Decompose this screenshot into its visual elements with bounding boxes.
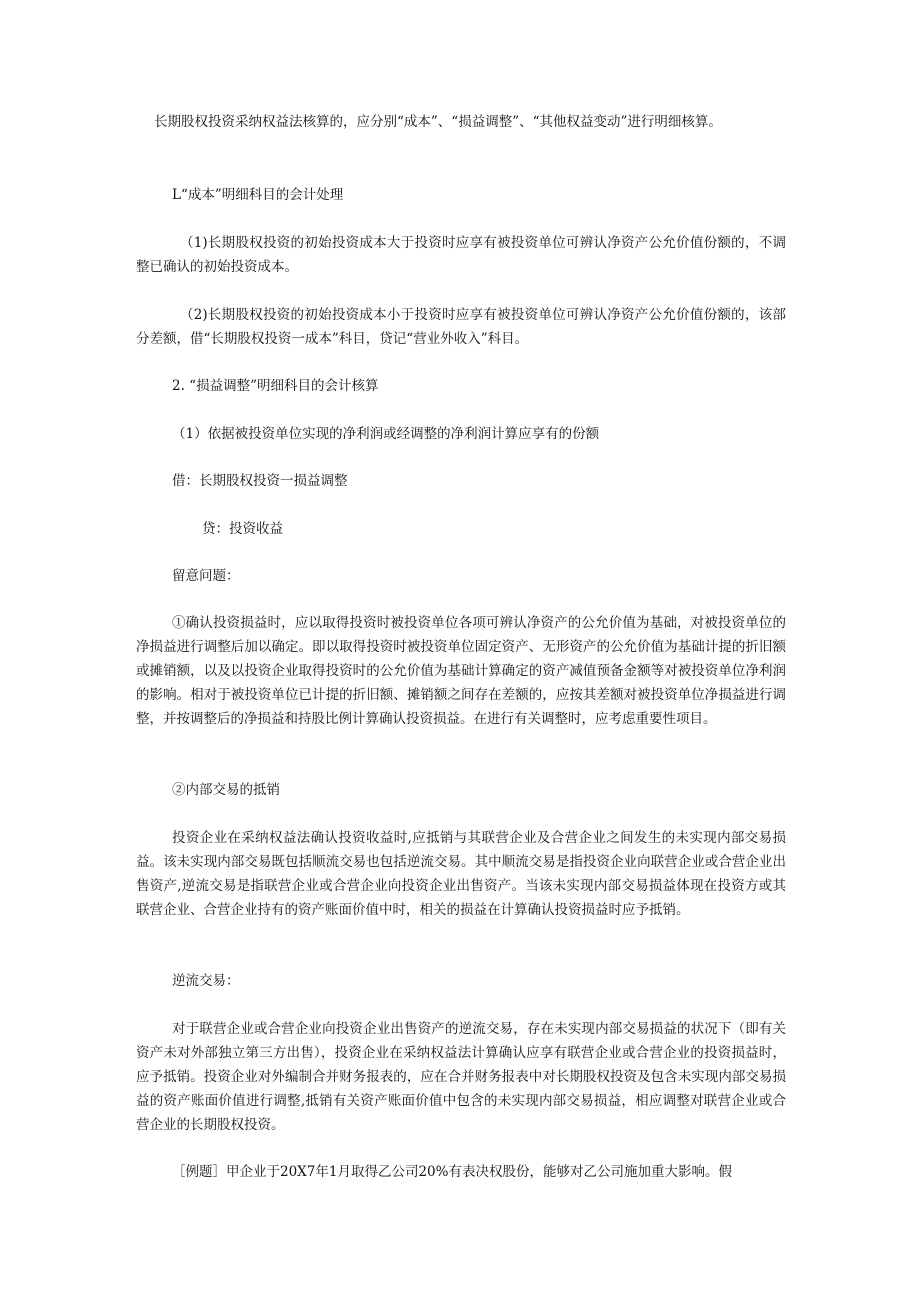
cost-item-2: （2)长期股权投资的初始投资成本小于投资时应享有被投资单位可辨认净资产公允价值份额的，该部分差额，借“长期股权投资一成本”科目，贷记“营业外收入”科目。 [136, 307, 786, 347]
credit-entry: 贷：投资收益 [202, 521, 283, 537]
intro-paragraph: 长期股权投资采纳权益法核算的，应分别“成本”、“损益调整”、“其他权益变动”进行明细核算。 [154, 114, 722, 130]
upstream-heading: 逆流交易： [172, 973, 240, 989]
cost-item-1: （1)长期股权投资的初始投资成本大于投资时应享有被投资单位可辨认净资产公允价值份额的，不调整已确认的初始投资成本。 [136, 235, 786, 275]
example-paragraph: ［例题］甲企业于20X7年1月取得乙公司20%有表决权股份，能够对乙公司施加重大影响。假 [172, 1164, 732, 1180]
note-2-heading: ②内部交易的抵销 [172, 782, 280, 798]
section-heading-profit-loss: 2. “损益调整”明细科目的会计核算 [172, 378, 379, 394]
section-heading-cost: L“成本”明细科目的会计处理 [172, 187, 344, 203]
note-1-paragraph: ①确认投资损益时，应以取得投资时被投资单位各项可辨认净资产的公允价值为基础，对被投资单位的净损益进行调整后加以确定。即以取得投资时被投资单位固定资产、无形资产的公允价值为基础计提的折旧额或摊销额，以及以投资企业取得投资时的公允价值为基础计算确定的资产减值预备金额等对被投资单位净利润的影响。相对于被投资单位已计提的折旧额、摊销额之间存在差额的，应按其差额对被投资单位净损益进行调整，并按调整后的净损益和持股比例计算确认投资损益。在进行有关调整时，应考虑重要性项目。 [136, 615, 786, 727]
upstream-paragraph: 对于联营企业或合营企业向投资企业出售资产的逆流交易，存在未实现内部交易损益的状况下（即有关资产未对外部独立第三方出售），投资企业在采纳权益法计算确认应享有联营企业或合营企业的投资损益时，应予抵销。投资企业对外编制合并财务报表的，应在合并财务报表中对长期股权投资及包含未实现内部交易损益的资产账面价值进行调整,抵销有关资产账面价值中包含的未实现内部交易损益，相应调整对联营企业或合营企业的长期股权投资。 [136, 1021, 786, 1133]
debit-entry: 借：长期股权投资一损益调整 [172, 473, 348, 489]
profit-loss-item-1: （1）依据被投资单位实现的净利润或经调整的净利润计算应享有的份额 [172, 426, 600, 442]
internal-transactions-paragraph: 投资企业在采纳权益法确认投资收益时,应抵销与其联营企业及合营企业之间发生的未实现内部交易损益。该未实现内部交易既包括顺流交易也包括逆流交易。其中顺流交易是指投资企业向联营企业或合营企业出售资产,逆流交易是指联营企业或合营企业向投资企业出售资产。当该未实现内部交易损益体现在投资方或其联营企业、合营企业持有的资产账面价值中时，相关的损益在计算确认投资损益时应予抵销。 [136, 830, 786, 918]
notes-heading: 留意问题： [172, 568, 240, 584]
